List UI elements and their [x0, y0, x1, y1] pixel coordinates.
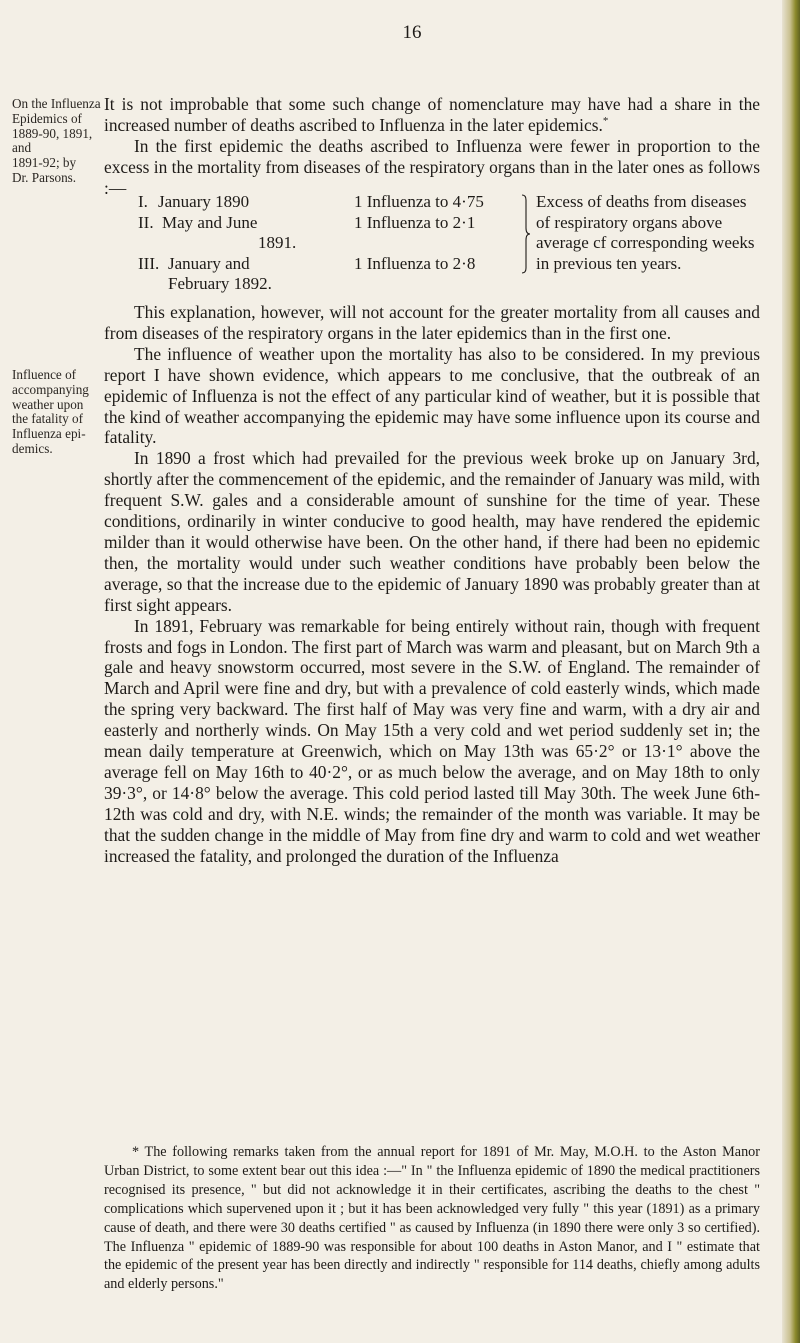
epoch-period: May and June — [162, 212, 258, 232]
epoch-period-cont: February 1892. — [168, 274, 272, 294]
body-top — [104, 94, 760, 199]
brace-icon — [520, 194, 530, 274]
paragraph: The influence of weather upon the mortality has also to be considered. In my previous report I have shown evidence, which appears to me conclusive, that the outbreak of an epidemic of Influenza is not the effect of any particular kind of weather, but it is possible that the kind of weather accompanying the epidemic may have some influence upon its course and fatality. — [104, 343, 760, 448]
paragraph: In 1891, February was remarkable for being entirely without rain, though with frequent frosts and fogs in London. The first part of March was warm and pleasant, but on March 9th a gale and heavy snowstorm occurred, most severe in the S.W. of England. The remainder of March and April were fine and dry, but with a prevalence of cold easterly winds, which made the spring very backward. The first half of May was very fine and warm, with a dry air and easterly and northerly winds. On May 15th a very cold and wet period suddenly set in; the mean daily temperature at Greenwich, which on May 13th was 65·2° or 13·1° above the average fell on May 16th to 40·2°, or as much below the average, and on May 18th to only 39·3°, or 14·8° below the average. This cold period lasted till May 30th. The week June 6th-12th was cold and dry, with N.E. winds; the remainder of the month was variable. It may be that the sudden change in the middle of May from fine dry and warm to cold and wet weather increased the fatality, and prolonged the duration of the Influenza — [104, 615, 760, 866]
paragraph: In the first epidemic the deaths ascribed to Influenza were fewer in proportion to the excess in the mortality from diseases of the respiratory organs than in the later ones as follows :— — [104, 135, 760, 198]
paragraph: In 1890 a frost which had prevailed for the previous week broke up on January 3rd, shortly after the commencement of the epidemic, and the remainder of January was mild, with frequent S.W. gales and a considerable amount of sunshine for the time of year. These conditions, ordinarily in winter conducive to good health, may have rendered the epidemic milder than it would otherwise have been. On the other hand, if there had been no epidemic then, the mortality would under such weather conditions have probably been below the average, so that the increase due to the epidemic of January 1890 was probably greater than at first sight appears. — [104, 448, 760, 615]
page-number: 16 — [402, 22, 422, 43]
footnote-text: * The following remarks taken from the annual report for 1891 of Mr. May, M.O.H. to the Aston Manor Urban District, to some extent bear out this idea :—" In " the Influenza epidemic of 1890 the medical practitioners recognised its presence, " but did not acknowledge it in their certificates, ascribing the deaths to the chest " complications which supervened upon it ; but it has been acknowledged very fully " this year (1891) as a primary cause of death, and there were 30 deaths certified " as caused by Influenza (in 1890 there were only 3 so certified). The Influenza " epidemic of 1889-90 was responsible for about 100 deaths in Aston Manor, and I " estimate that the epidemic of the present year has been directly and indirectly " responsible for 114 deaths, chiefly among adults and elderly persons." — [104, 1144, 760, 1293]
margin-note-line: accompanying — [12, 381, 89, 397]
footnote — [104, 1143, 760, 1294]
margin-note-line: Influence of — [12, 367, 77, 382]
margin-note-line: Influenza epi- — [12, 426, 86, 442]
paragraph — [104, 94, 760, 136]
margin-note-epidemics — [12, 97, 104, 186]
margin-note-line: the fatality of — [12, 411, 84, 427]
epidemic-list — [138, 192, 758, 292]
epoch-period: January 1890 — [158, 192, 250, 211]
margin-note-weather — [12, 368, 104, 457]
epoch-ratio: 1 Influenza to 2·8 — [354, 253, 476, 273]
list-note: Excess of deaths from diseases of respiratory organs above average cf corresponding weeks in previous ten years. — [536, 192, 755, 273]
epoch-number: III. — [138, 253, 160, 273]
epoch-number: II. — [138, 212, 154, 232]
footnote-mark: * — [602, 115, 609, 128]
epoch-period-cont: 1891. — [258, 233, 297, 253]
paragraph-text: It is not improbable that some such change of nomenclature may have had a share in the increased number of deaths ascribed to Influenza in the later epidemics. — [104, 94, 760, 135]
margin-note-line: 1891-92; by — [12, 155, 77, 171]
paragraph: This explanation, however, will not account for the greater mortality from all causes and from diseases of the respiratory organs in the later epidemics than in the first one. — [104, 302, 760, 343]
epoch-number: I. — [138, 192, 148, 211]
margin-note-line: demics. — [12, 440, 53, 456]
margin-note-line: On the Influenza — [12, 96, 101, 111]
margin-note-line: Epidemics of — [12, 110, 82, 126]
margin-note-line: 1889-90, 1891, and — [12, 125, 93, 156]
margin-note-line: Dr. Parsons. — [12, 169, 77, 185]
epoch-ratio: 1 Influenza to 2·1 — [354, 212, 476, 232]
body-main — [104, 302, 760, 866]
margin-note-line: weather upon — [12, 396, 84, 412]
epoch-ratio: 1 Influenza to 4·75 — [354, 192, 484, 211]
epoch-period: January and — [168, 253, 250, 273]
page-edge — [782, 0, 800, 1343]
